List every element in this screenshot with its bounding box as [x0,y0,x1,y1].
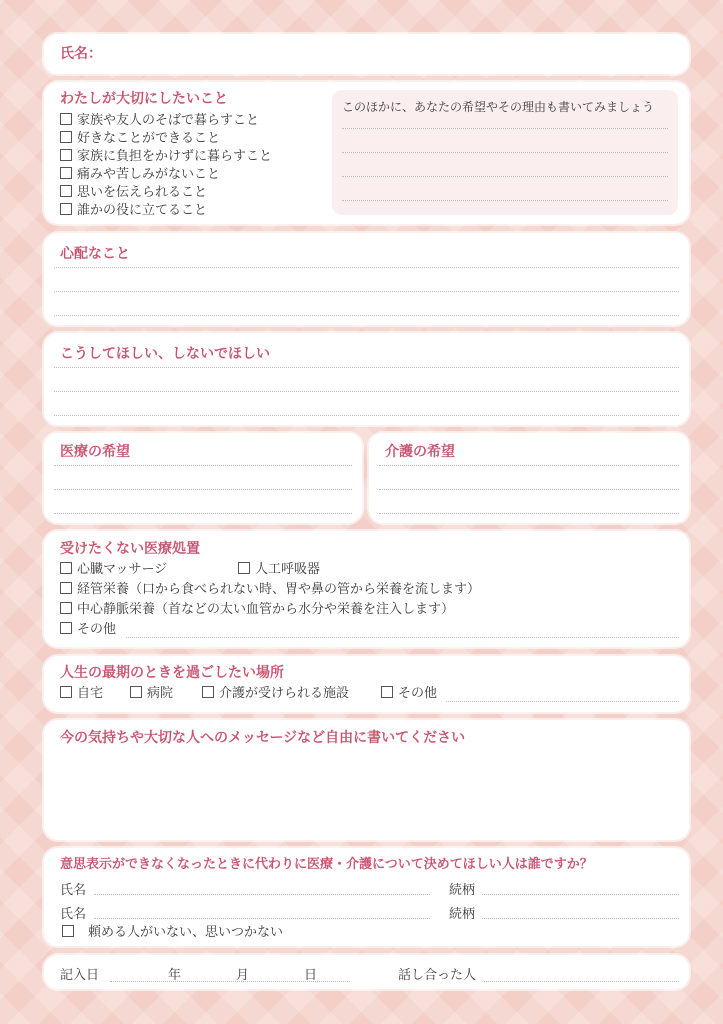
place-other-input[interactable] [446,701,679,702]
message-title: 今の気持ちや大切な人へのメッセージなど自由に書いてください [60,730,466,746]
month-label: 月 [236,968,250,983]
care-box[interactable] [369,433,689,523]
refuse-option[interactable]: 経管栄養（口から食べられない時、胃や鼻の管から栄養を流します） [60,581,480,599]
important-option[interactable]: 家族に負担をかけずに暮らすこと [60,148,272,166]
checkbox-icon[interactable] [60,149,72,161]
name-box [44,34,689,74]
wishes-title: こうしてほしい、しないでほしい [60,346,270,362]
year-label: 年 [168,968,182,983]
proxy-box [44,848,689,946]
refuse-option[interactable]: 心臓マッサージ [60,561,167,579]
place-option[interactable]: 自宅 [60,685,103,703]
worries-title: 心配なこと [60,246,130,262]
other-wishes-panel[interactable] [332,90,678,215]
important-option[interactable]: 思いを伝えられること [60,184,272,202]
medical-box[interactable] [44,433,362,523]
proxy-none-option[interactable]: 頼める人がいない、思いつかない [62,924,283,942]
checkbox-icon[interactable] [60,113,72,125]
checkbox-icon[interactable] [60,167,72,179]
place-option[interactable]: 病院 [130,685,173,703]
discussed-input[interactable] [484,981,679,982]
care-title: 介護の希望 [385,444,455,460]
refuse-box [44,531,689,647]
medical-title: 医療の希望 [60,444,130,460]
important-box [44,82,689,224]
footer-box [44,955,689,989]
proxy-name-input[interactable] [94,894,430,895]
place-title: 人生の最期のときを過ごしたい場所 [60,665,284,681]
checkbox-icon[interactable] [60,203,72,215]
checkbox-icon[interactable] [60,185,72,197]
checkbox-icon[interactable] [130,686,142,698]
other-wishes-prompt: このほかに、あなたの希望やその理由も書いてみましょう [342,100,655,114]
place-option[interactable]: 介護が受けられる施設 [202,685,349,703]
worries-box[interactable] [44,233,689,325]
refuse-title: 受けたくない医療処置 [60,541,200,557]
proxy-relation-input[interactable] [482,894,679,895]
checkbox-icon[interactable] [60,686,72,698]
checkbox-icon[interactable] [60,562,72,574]
place-option[interactable]: その他 [381,685,437,703]
refuse-option[interactable]: 人工呼吸器 [238,561,320,579]
message-box[interactable] [44,720,689,840]
refuse-option[interactable]: その他 [60,621,116,639]
important-option[interactable]: 家族や友人のそばで暮らすこと [60,112,272,130]
proxy-relation-label: 続柄 [449,883,476,898]
proxy-name-label: 氏名 [60,907,87,922]
date-label: 記入日 [60,968,100,983]
important-title: わたしが大切にしたいこと [60,91,228,107]
checkbox-icon[interactable] [60,131,72,143]
checkbox-icon[interactable] [60,582,72,594]
important-option[interactable]: 誰かの役に立てること [60,202,272,220]
name-label: 氏名： [60,46,102,62]
important-option[interactable]: 痛みや苦しみがないこと [60,166,272,184]
proxy-relation-label: 続柄 [449,907,476,922]
checkbox-icon[interactable] [202,686,214,698]
checkbox-icon[interactable] [62,925,74,937]
discussed-label: 話し合った人 [398,968,477,983]
checkbox-icon[interactable] [60,602,72,614]
date-input[interactable] [110,981,350,982]
checkbox-icon[interactable] [381,686,393,698]
wishes-box[interactable] [44,333,689,425]
name-input[interactable] [134,42,675,66]
checkbox-icon[interactable] [60,622,72,634]
important-option[interactable]: 好きなことができること [60,130,272,148]
checkbox-icon[interactable] [238,562,250,574]
place-box [44,656,689,712]
proxy-title: 意思表示ができなくなったときに代わりに医療・介護について決めてほしい人は誰ですか？ [60,857,593,872]
proxy-name-label: 氏名 [60,883,87,898]
day-label: 日 [304,968,318,983]
proxy-relation-input[interactable] [482,918,679,919]
proxy-name-input[interactable] [94,918,430,919]
refuse-option[interactable]: 中心静脈栄養（首などの太い血管から水分や栄養を注入します） [60,601,454,619]
refuse-other-input[interactable] [126,637,679,638]
